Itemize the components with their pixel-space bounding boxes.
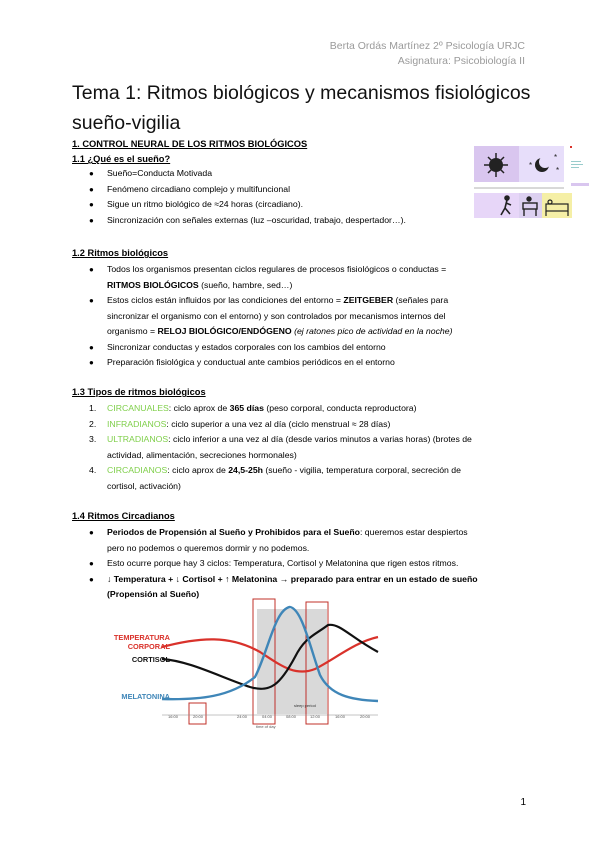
list-item: ● Sincronización con señales externas (luz –oscuridad, trabajo, despertador…). bbox=[89, 214, 406, 225]
list-item: ● Todos los organismos presentan ciclos regulares de procesos fisiológicos o conductas = RITMOS BIOLÓGICOS (sueño, hambre, sed…) bbox=[89, 264, 447, 290]
section-1-2-heading: 1.2 Ritmos biológicos bbox=[72, 248, 169, 258]
list-item: ● Fenómeno circadiano complejo y multifuncional bbox=[89, 183, 291, 194]
tick-label: 04:00 bbox=[262, 714, 273, 719]
title-line-1: Tema 1: Ritmos biológicos y mecanismos fisiológicos bbox=[72, 82, 531, 104]
list-item: ● ↓ Temperatura + ↓ Cortisol + ↑ Melatonina → preparado para entrar en un estado de sueño (Propensión al Sueño) bbox=[89, 573, 478, 599]
marker-dot bbox=[570, 146, 572, 148]
tick-label: 16:00 bbox=[335, 714, 346, 719]
list-item: ● Periodos de Propensión al Sueño y Prohibidos para el Sueño: queremos estar despiertos pero no podemos o queremos dormir y no podemos. bbox=[89, 527, 468, 553]
list-item: ● Preparación fisiológica y conductual ante cambios periódicos en el entorno bbox=[89, 357, 395, 367]
section-1-3-heading: 1.3 Tipos de ritmos biológicos bbox=[72, 387, 206, 397]
tick-label: 12:00 bbox=[310, 714, 321, 719]
list-item: ● Estos ciclos están influidos por las condiciones del entorno = ZEITGEBER (señales para sincronizar el organismo con el entorno) y son controlados por mecanismos internos del organismo = RELOJ BIOLÓGICO/ENDÓGENO (ej ratones pico de actividad en la noche) bbox=[89, 295, 453, 336]
legend-cortisol: CORTISOL bbox=[131, 655, 170, 664]
tick-label: 08:00 bbox=[286, 714, 297, 719]
header-subject: Asignatura: Psicobiología II bbox=[397, 55, 525, 67]
legend-melatonina: MELATONINA bbox=[121, 692, 170, 701]
section-1-heading: 1. CONTROL NEURAL DE LOS RITMOS BIOLÓGICOS bbox=[72, 139, 308, 149]
list-item: ● Esto ocurre porque hay 3 ciclos: Temperatura, Cortisol y Melatonina que rigen estos ritmos. bbox=[89, 558, 459, 568]
list-item: 1. CIRCANUALES: ciclo aprox de 365 días (peso corporal, conducta reproductora) bbox=[89, 403, 417, 413]
header-author: Berta Ordás Martínez 2º Psicología URJC bbox=[329, 40, 525, 52]
list-item: ● Sueño=Conducta Motivada bbox=[89, 168, 213, 178]
section-1-1-list bbox=[80, 166, 520, 228]
page-title bbox=[72, 78, 530, 138]
page-number: 1 bbox=[520, 797, 526, 808]
wake-panel bbox=[474, 193, 496, 218]
star-icon: * bbox=[556, 166, 560, 175]
list-item: ● Sigue un ritmo biológico de ≈24 horas (circadiano). bbox=[89, 199, 303, 209]
circadian-graph-svg bbox=[160, 597, 380, 732]
tick-label: 20:00 bbox=[193, 714, 204, 719]
list-item: ● Sincronizar conductas y estados corporales con los cambios del entorno bbox=[89, 341, 386, 352]
list-item: 2. INFRADIANOS: ciclo superior a una vez al día (ciclo menstrual ≈ 28 días) bbox=[89, 418, 391, 429]
legend-temperature: TEMPERATURA CORPORAL bbox=[113, 633, 170, 651]
section-1-3-list bbox=[80, 401, 520, 494]
star-icon: * bbox=[529, 161, 533, 170]
section-1-4-heading: 1.4 Ritmos Circadianos bbox=[72, 511, 175, 521]
section-1-4-list bbox=[80, 525, 520, 603]
x-axis-ticks bbox=[168, 714, 371, 719]
circadian-graph bbox=[160, 597, 380, 732]
section-1-1-heading: 1.1 ¿Qué es el sueño? bbox=[72, 154, 171, 164]
tick-label: 24:00 bbox=[237, 714, 248, 719]
tick-label: 20:00 bbox=[360, 714, 371, 719]
sleep-cycle-illustration-svg bbox=[474, 146, 594, 223]
x-axis-caption: time of day bbox=[256, 724, 276, 729]
title-line-2: sueño-vigilia bbox=[72, 112, 181, 134]
tick-label: 16:00 bbox=[168, 714, 179, 719]
list-item: 3. ULTRADIANOS: ciclo inferior a una vez al día (desde varios minutos a varias horas) (brotes de actividad, alimentación, secreciones hormonales) bbox=[89, 434, 472, 460]
section-1-2-list bbox=[80, 262, 520, 371]
sleep-cycle-illustration bbox=[474, 146, 594, 223]
list-item: 4. CIRCADIANOS: ciclo aprox de 24,5-25h (sueño - vigilia, temperatura corporal, secreción de cortisol, activación) bbox=[89, 465, 461, 491]
sleep-period-label: sleep period bbox=[294, 703, 316, 708]
star-icon: * bbox=[554, 153, 558, 162]
